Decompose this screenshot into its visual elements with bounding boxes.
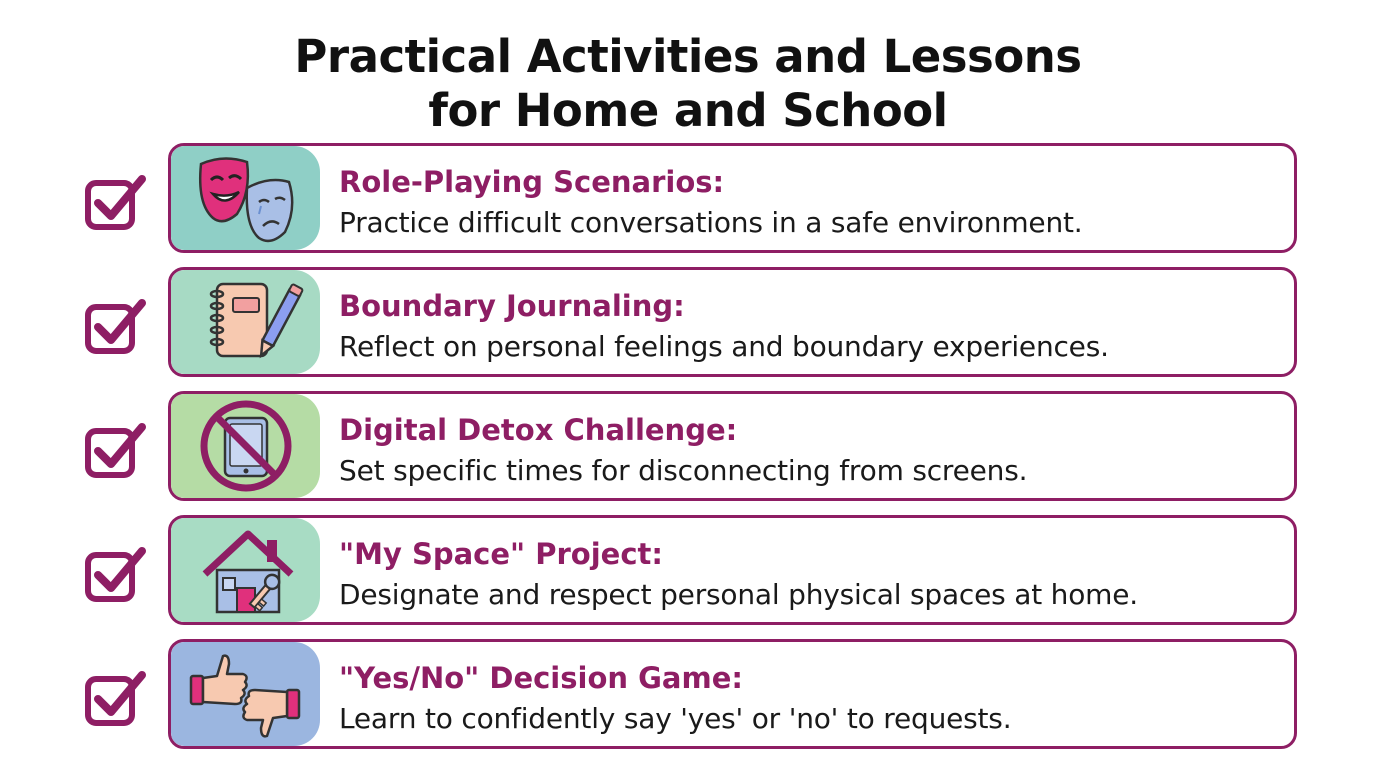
activity-description: Set specific times for disconnecting from screens. <box>339 454 1028 487</box>
journal-pencil-icon <box>171 270 320 374</box>
icon-tile <box>171 146 320 250</box>
icon-tile <box>171 518 320 622</box>
activity-card <box>168 391 1297 501</box>
activity-heading: "Yes/No" Decision Game: <box>339 661 743 695</box>
activity-card <box>168 639 1297 749</box>
checkbox-checked-icon <box>80 293 148 355</box>
title-line-2: for Home and School <box>428 84 948 137</box>
activity-item-digital-detox <box>0 391 1376 503</box>
checkbox-checked-icon <box>80 541 148 603</box>
activity-card <box>168 267 1297 377</box>
house-key-icon <box>171 518 320 622</box>
activity-item-journaling <box>0 267 1376 379</box>
activity-heading: Role-Playing Scenarios: <box>339 165 725 199</box>
thumbs-up-down-icon <box>171 642 320 746</box>
icon-tile <box>171 394 320 498</box>
activity-heading: "My Space" Project: <box>339 537 663 571</box>
title-line-1: Practical Activities and Lessons <box>294 30 1082 83</box>
checkbox-checked-icon <box>80 665 148 727</box>
no-tablet-icon <box>171 394 320 498</box>
activity-description: Reflect on personal feelings and boundary experiences. <box>339 330 1109 363</box>
activity-description: Designate and respect personal physical spaces at home. <box>339 578 1138 611</box>
activity-card <box>168 515 1297 625</box>
checkbox-checked-icon <box>80 169 148 231</box>
activity-item-yes-no-game <box>0 639 1376 751</box>
activity-card <box>168 143 1297 253</box>
activity-heading: Digital Detox Challenge: <box>339 413 738 447</box>
checkbox-checked-icon <box>80 417 148 479</box>
activity-description: Learn to confidently say 'yes' or 'no' to requests. <box>339 702 1012 735</box>
icon-tile <box>171 642 320 746</box>
activity-heading: Boundary Journaling: <box>339 289 685 323</box>
activity-item-role-playing <box>0 143 1376 255</box>
icon-tile <box>171 270 320 374</box>
activity-description: Practice difficult conversations in a safe environment. <box>339 206 1083 239</box>
activity-item-my-space <box>0 515 1376 627</box>
theater-masks-icon <box>171 146 320 250</box>
